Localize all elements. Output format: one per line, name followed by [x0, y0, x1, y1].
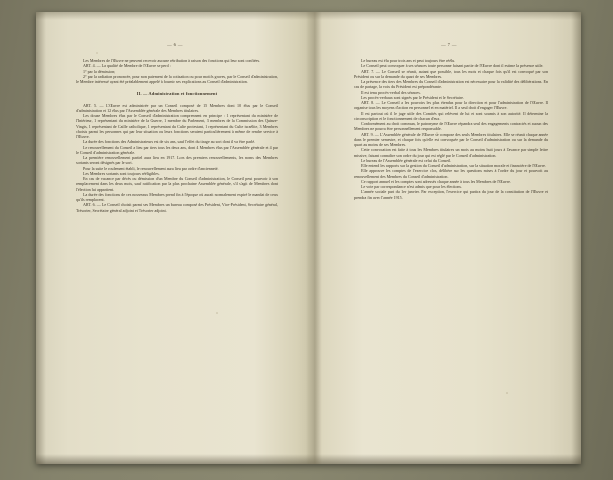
open-book — [36, 12, 581, 464]
right-page — [324, 12, 574, 464]
paper-speck — [436, 132, 438, 134]
paragraph: La durée des fonctions des Administrateurs est de six ans, sauf l'effet du tirage au sort dont il va être parlé. — [83, 139, 256, 145]
paragraph: Le bureau est élu pour trois ans et peut toujours être réélu. — [361, 58, 456, 63]
paragraph: Ce rapport annuel et les comptes sont adressés chaque année à tous les Membres de l'Œuvre. — [361, 178, 511, 184]
paragraph: La présence des tiers des Membres du Conseil d'administration est nécessaire pour la validité des délibérations. En cas de partage, la voix du Président est prépondérante. — [354, 79, 548, 90]
paragraph: 1° par la démission; — [83, 68, 116, 74]
paragraph: ART. 4. — La qualité de Membre de l'Œuvre se perd : — [83, 63, 171, 69]
paragraph: Conformément au droit commun, le patronyme de l'Œuvre répandra seul des engagements contractés et aucun des Membres ne pourra être personnellement responsable. — [354, 121, 548, 132]
left-page-text — [76, 58, 278, 213]
paragraph: Le bureau de l'Assemblée générale est celui du Conseil. — [361, 157, 452, 163]
paragraph: Les Membres de l'Œuvre ne peuvent recevoir aucune rétribution à raison des fonctions qui leur sont confiées. — [83, 58, 261, 63]
paragraph: Elle approuve les comptes de l'exercice clos, délibère sur les questions mises à l'ordre du jour et pourvoit au renouvellement des Membres du Conseil d'administration. — [354, 168, 548, 179]
paragraph: Les douze Membres élus par le Conseil d'administration comprennent en principe : 1 représentant du ministère de l'Intérieur, 1 représentant du ministère de la Guerre, 1 membre du Parlement, 3 membres de la Commission des Quinze-Vingts, 1 représentant de Caille catholique, 1 représentant du Culte protestant, 1 représentant du Culte israélite, 3 Membres choisis parmi les personnes qui par leur situation ou leurs fonctions seraient particulièrement à même de rendre service à l'Œuvre. — [76, 113, 278, 139]
paragraph: 2° par la radiation prononcée, pour non paiement de la cotisation ou pour motifs graves, par le Conseil d'administration, le Membre intéressé ayant été préalablement appelé à fournir ses explications au Conseil d'administration. — [76, 73, 278, 84]
page-left-shadow — [36, 12, 46, 464]
paragraph: Il est tenu procès-verbal des séances. — [361, 89, 421, 95]
paragraph: ART. 8. — Le Conseil a les pouvoirs les plus étendus pour la direction et pour l'administration de l'Œuvre. Il organise tous les moyens d'action en personnel et en matériel. Il a seul droit d'engager l'Œuvre. — [354, 100, 548, 111]
paragraph: ART. 6. — Le Conseil choisit parmi ses Membres un bureau composé des Président, Vice-Président, Secrétaire général, Trésorier, Secrétaire général adjoint et Trésorier adjoint. — [76, 202, 278, 213]
paragraph: La première renouvellement partiel aura lieu en 1917. Lors des premiers renouvellements, les noms des Membres sortants seront désignés par le sort. — [76, 155, 278, 166]
paragraph: Il est partout où il le juge utile des Comités qui relèvent de lui et sont soumis à son autorité. Il détermine la circonscription et le fonctionnement de chacun d'eux. — [354, 110, 548, 121]
paragraph: Le vote par correspondance n'est admis que pour les élections. — [361, 184, 462, 189]
section-heading: II. — Administration et fonctionnement — [136, 91, 218, 97]
paragraph: Le Conseil peut convoquer à ses séances toute personne faisant partie de l'Œuvre dont il estime la présence utile. — [361, 63, 544, 69]
paragraph: ART. 9. — L'Assemblée générale de l'Œuvre se compose des seuls Membres titulaires. Elle se réunit chaque année dans le premier semestre, et chaque fois qu'elle est convoquée par le Conseil d'administration ou sur la demande du quart au moins de ses Membres. — [354, 131, 548, 147]
paragraph: ART. 5. — L'Œuvre est administrée par un Conseil composé de 15 Membres dont 10 élus par le Conseil d'administration et 12 élus par l'Assemblée générale des Membres titulaires. — [76, 102, 278, 113]
paragraph: L'année sociale part du 1er janvier. Par exception, l'exercice qui partira du jour de la constitution de l'Œuvre et prendra fin avec l'année 1915. — [354, 189, 548, 200]
paper-speck — [506, 392, 508, 394]
paper-speck — [216, 312, 218, 314]
paragraph: Le renouvellement du Conseil a lieu par tiers tous les deux ans, dont 4 Membres élus par l'Assemblée générale et 4 par le Conseil d'administration générale. — [76, 144, 278, 155]
paragraph: Elle entend les rapports sur la gestion du Conseil d'administration, sur la situation morale et financière de l'Œuvre. — [361, 163, 546, 168]
left-page — [46, 12, 304, 464]
paragraph: Les procès-verbaux sont signés par le Président et le Secrétaire. — [361, 94, 464, 100]
book-gutter — [306, 12, 322, 464]
right-page-folio: — 7 — — [441, 42, 457, 47]
left-page-folio: — 6 — — [167, 42, 183, 47]
paragraph: La durée des fonctions de ces nouveaux Membres prend fin à l'époque où aurait normalement expiré le mandat de ceux qu'ils remplacent. — [76, 191, 278, 202]
right-page-text — [354, 58, 548, 200]
paragraph: En cas de vacance par décès ou démission d'un Membre du Conseil d'administration, le Conseil peut pourvoir à son remplacement dans les deux mois, sauf ratification par la plus prochaine Assemblée générale, s'il s'agit de Membres dont l'élection lui appartient. — [76, 176, 278, 192]
paper-speck — [96, 52, 98, 54]
paragraph: ART. 7. — Le Conseil se réunit, autant que possible, tous les mois et chaque fois qu'il est convoqué par son Président ou sur la demande du quart de ses Membres. — [354, 68, 548, 79]
paragraph: Cette convocation est faite à tous les Membres titulaires un mois au moins huit jours à l'avance par simple lettre missive, faisant connaître son ordre du jour qui est réglé par le Conseil d'administration. — [354, 147, 548, 158]
paragraph: Pour la suite le roulement établi, le renouvellement aura lieu par ordre d'ancienneté. — [83, 165, 219, 171]
paragraph: Les Membres sortants sont toujours rééligibles. — [83, 170, 160, 176]
